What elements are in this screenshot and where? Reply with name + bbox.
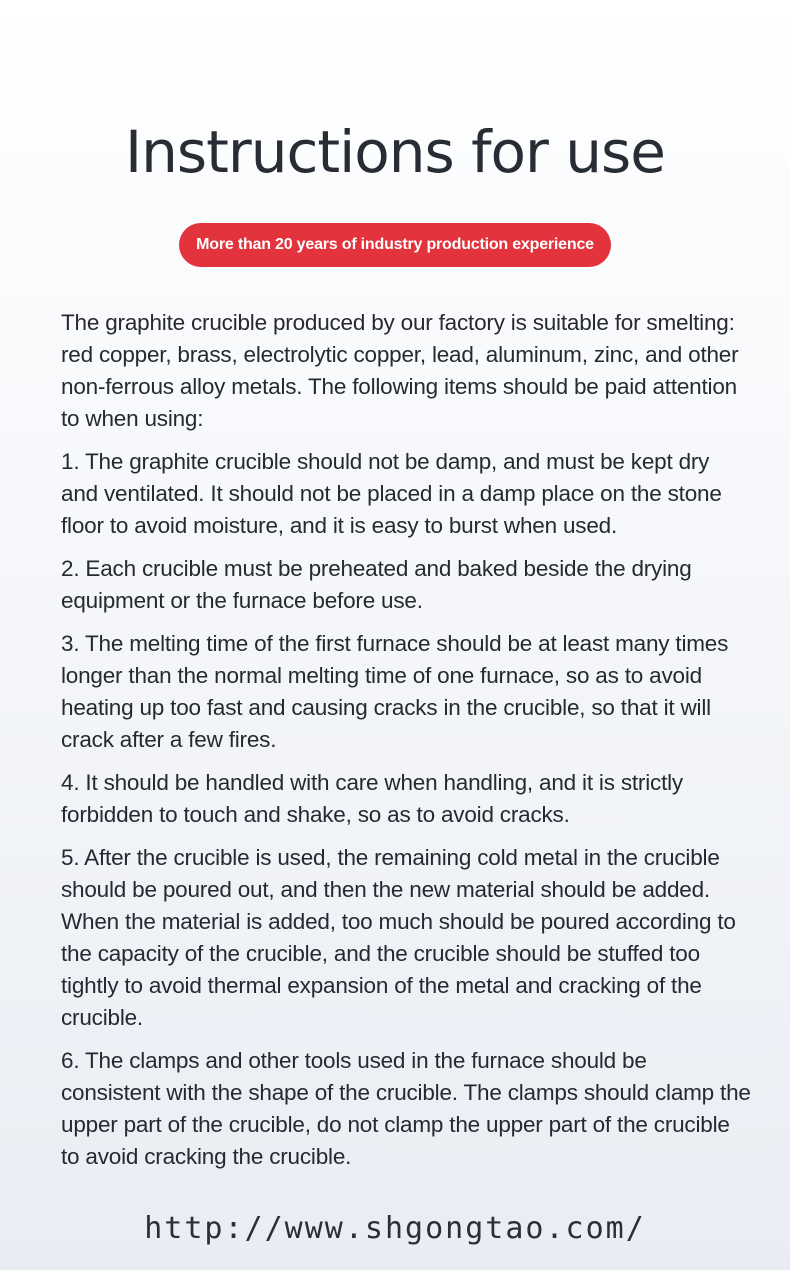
instruction-item-4: 4. It should be handled with care when handling, and it is strictly forbidden to touch and shake, so as to avoid cracks.	[61, 770, 683, 827]
instructions-body	[61, 307, 751, 1184]
experience-badge: More than 20 years of industry production experience	[179, 223, 611, 267]
instruction-item-2: 2. Each crucible must be preheated and baked beside the drying equipment or the furnace before use.	[61, 556, 692, 613]
instruction-item-3: 3. The melting time of the first furnace should be at least many times longer than the normal melting time of one furnace, so as to avoid heating up too fast and causing cracks in the crucible, so that it will crack after a few fires.	[61, 631, 729, 752]
website-url: http://www.shgongtao.com/	[144, 1211, 646, 1246]
badge-container	[0, 223, 790, 267]
instruction-item-6: 6. The clamps and other tools used in the furnace should be consistent with the shape of the crucible. The clamps should clamp the upper part of the crucible, do not clamp the upper part of the crucible to avoid cracking the crucible.	[61, 1048, 751, 1169]
instruction-item-1: 1. The graphite crucible should not be damp, and must be kept dry and ventilated. It should not be placed in a damp place on the stone floor to avoid moisture, and it is easy to burst when used.	[61, 449, 722, 538]
intro-paragraph: The graphite crucible produced by our factory is suitable for smelting: red copper, brass, electrolytic copper, lead, aluminum, zinc, and other non-ferrous alloy metals. The following items should be paid attention to when using:	[61, 310, 739, 431]
page-title: Instructions for use	[125, 118, 665, 186]
instruction-item-5: 5. After the crucible is used, the remaining cold metal in the crucible should be poured out, and then the new material should be added. When the material is added, too much should be poured according to the capacity of the crucible, and the crucible should be stuffed too tightly to avoid thermal expansion of the metal and cracking of the crucible.	[61, 845, 736, 1030]
